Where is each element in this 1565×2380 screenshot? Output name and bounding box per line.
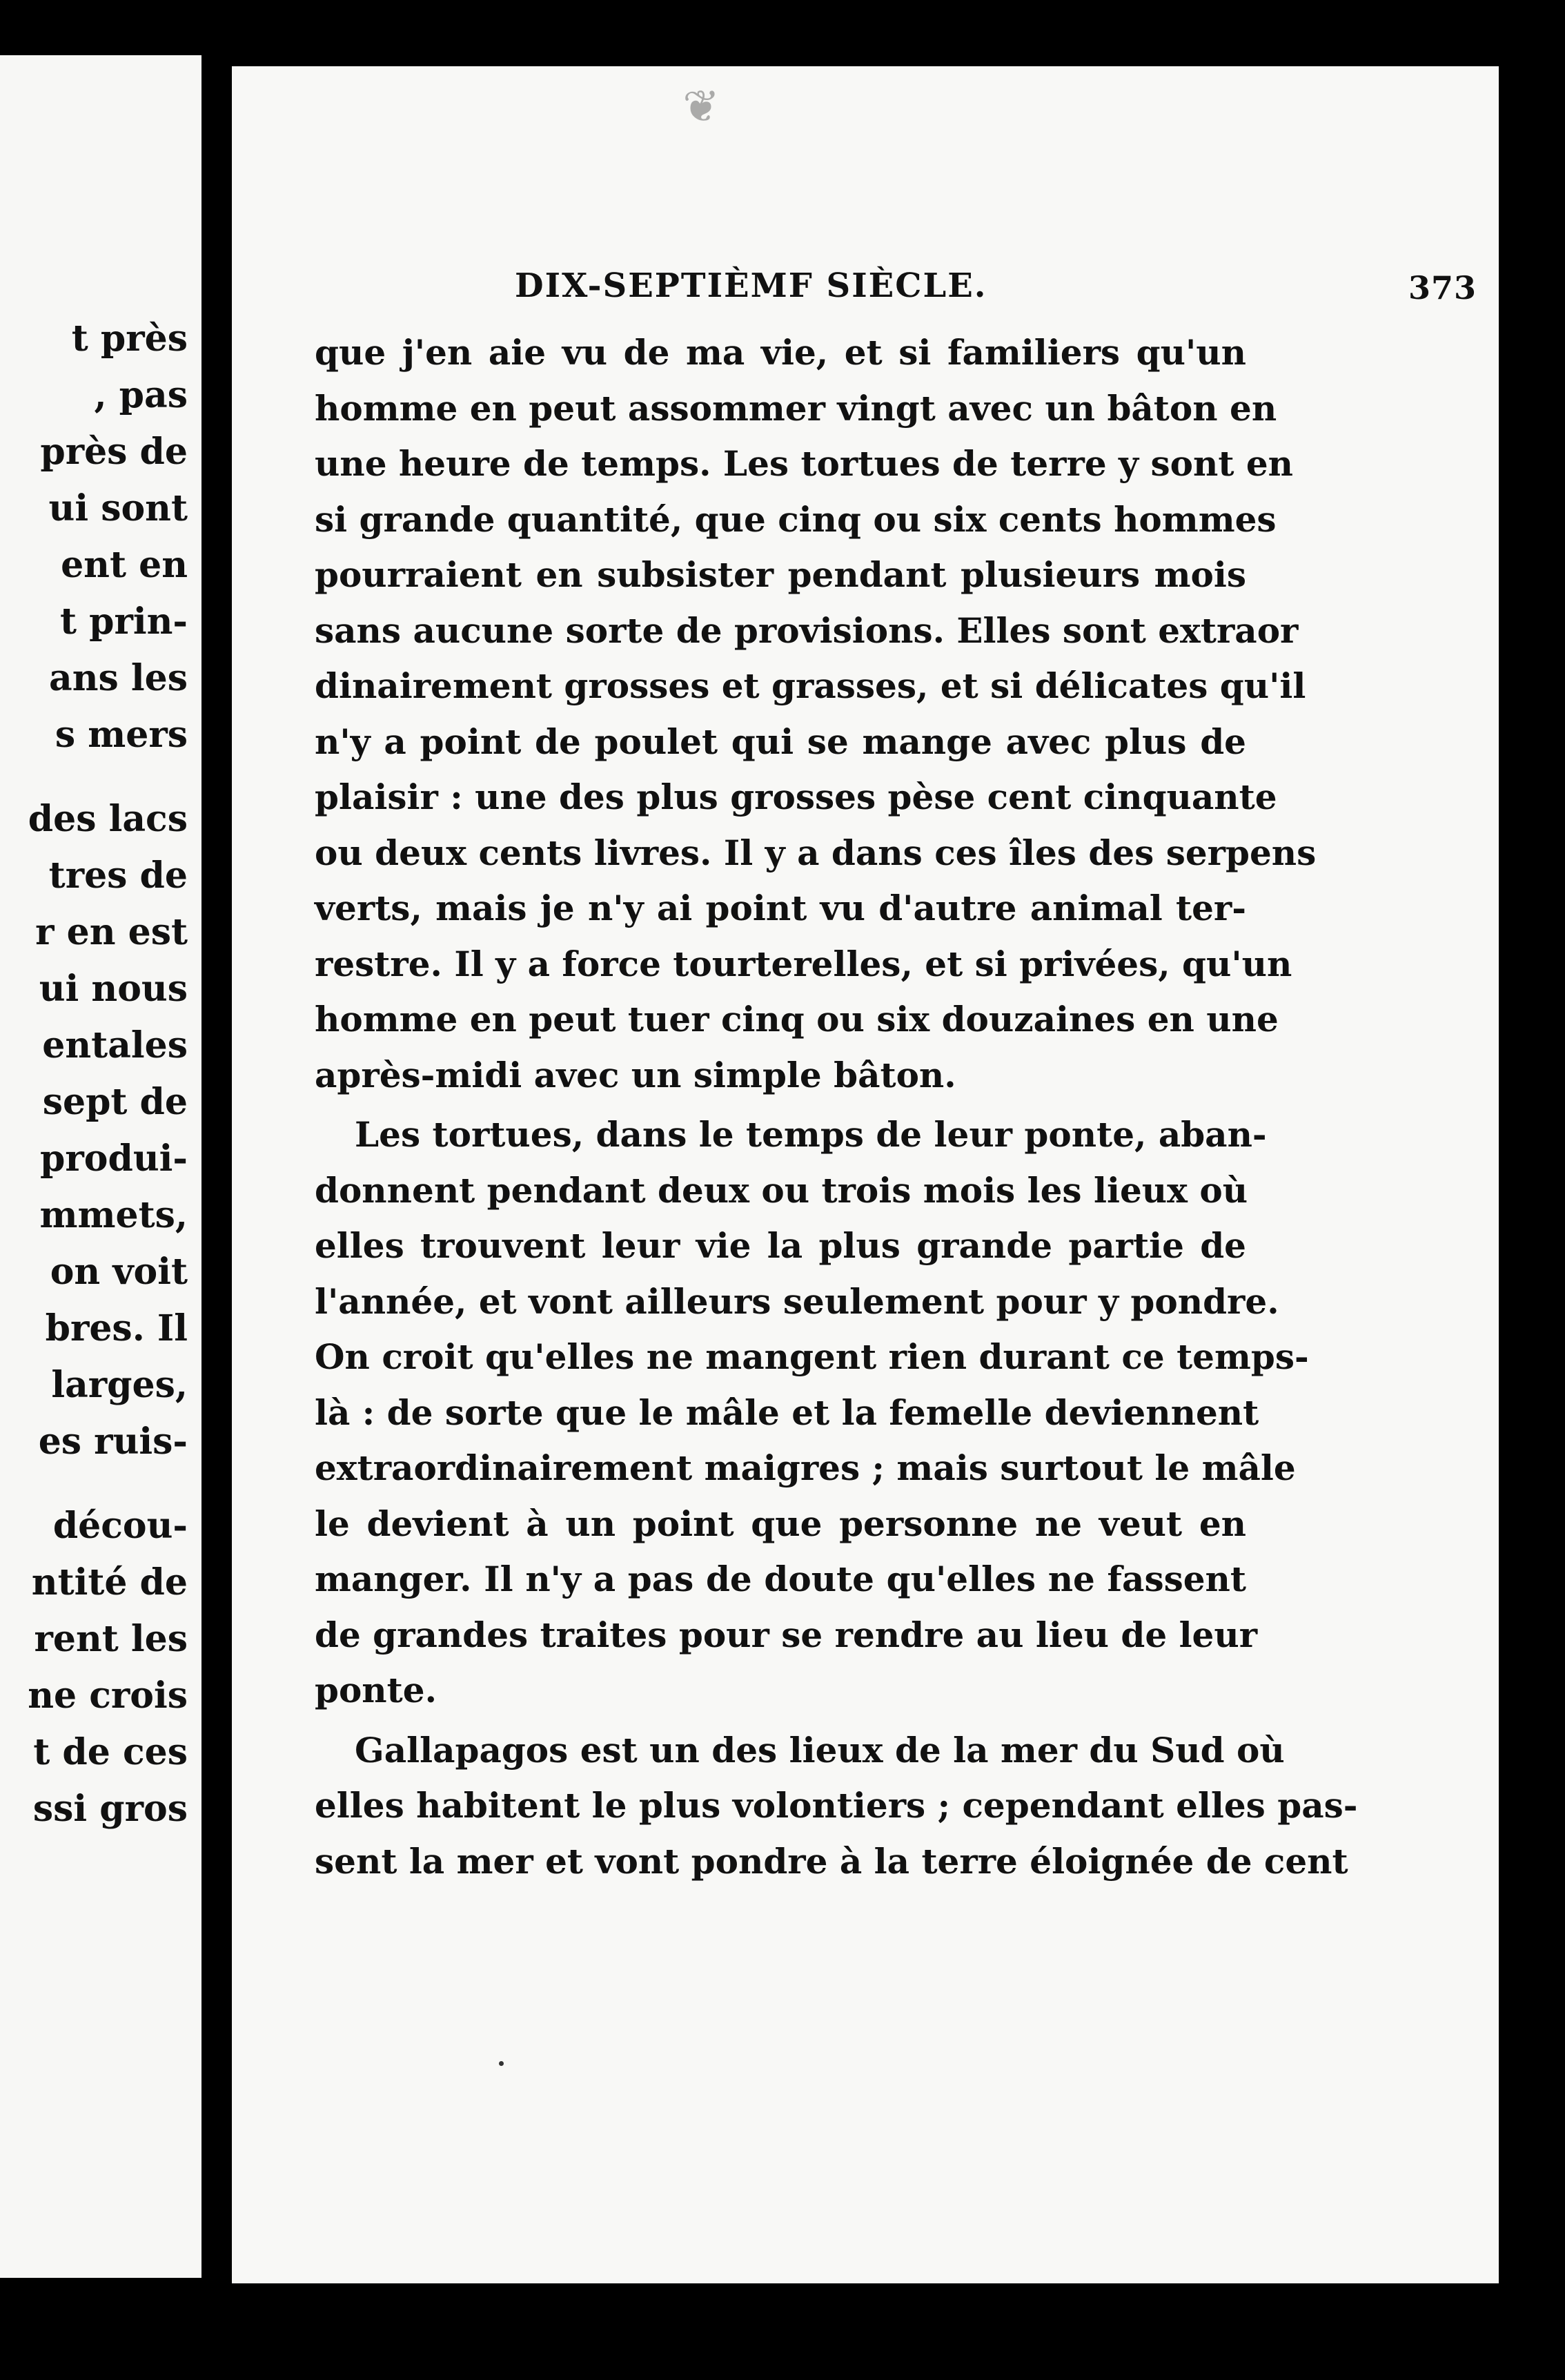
text-line: pourraient en subsister pendant plusieurs mois bbox=[315, 554, 1246, 595]
page-number: 373 bbox=[1408, 269, 1477, 306]
facing-line: rent les bbox=[34, 1618, 188, 1660]
text-line: verts, mais je n'y ai point vu d'autre animal ter- bbox=[315, 888, 1246, 928]
facing-line: entales bbox=[42, 1024, 188, 1066]
text-line: donnent pendant deux ou trois mois les lieux où bbox=[315, 1169, 1248, 1211]
text-line: une heure de temps. Les tortues de terre y sont en bbox=[315, 443, 1294, 484]
facing-line: produi- bbox=[40, 1138, 188, 1180]
facing-line: r en est bbox=[35, 911, 188, 953]
text-line: là : de sorte que le mâle et la femelle deviennent bbox=[315, 1392, 1259, 1433]
facing-line: près de bbox=[40, 431, 188, 473]
text-line: le devient à un point que personne ne veut en bbox=[315, 1503, 1246, 1544]
text-line: sans aucune sorte de provisions. Elles sont extraor bbox=[315, 609, 1299, 651]
facing-line: t près bbox=[71, 318, 188, 360]
text-line: que j'en aie vu de ma vie, et si familiers qu'un bbox=[315, 332, 1246, 373]
facing-line: ui sont bbox=[48, 487, 188, 529]
text-line: après-midi avec un simple bâton. bbox=[315, 1054, 956, 1095]
facing-line: tres de bbox=[48, 855, 188, 897]
facing-line: des lacs bbox=[28, 798, 188, 840]
facing-line: larges, bbox=[51, 1364, 188, 1406]
facing-line: sept de bbox=[42, 1081, 188, 1123]
facing-line: décou- bbox=[52, 1505, 188, 1547]
text-line: homme en peut tuer cinq ou six douzaines en une bbox=[315, 999, 1279, 1040]
text-line: On croit qu'elles ne mangent rien durant ce temps- bbox=[315, 1336, 1309, 1377]
facing-line: on voit bbox=[50, 1251, 188, 1293]
text-line: si grande quantité, que cinq ou six cents hommes bbox=[315, 498, 1277, 540]
facing-line: ans les bbox=[49, 657, 188, 699]
ink-speck bbox=[499, 2061, 504, 2066]
text-line: manger. Il n'y a pas de doute qu'elles ne fassent bbox=[315, 1559, 1246, 1599]
paragraph bbox=[315, 1723, 1358, 1890]
facing-line: ssi gros bbox=[32, 1788, 188, 1830]
facing-line: ent en bbox=[61, 544, 188, 586]
text-line: l'année, et vont ailleurs seulement pour y pondre. bbox=[315, 1280, 1279, 1322]
paragraph bbox=[315, 325, 1317, 1103]
text-line: elles habitent le plus volontiers ; cependant elles pas- bbox=[315, 1785, 1358, 1826]
book-page bbox=[232, 66, 1499, 2283]
text-line: restre. Il y a force tourterelles, et si privées, qu'un bbox=[315, 943, 1292, 984]
facing-line: ui nous bbox=[39, 968, 188, 1010]
facing-line: es ruis- bbox=[38, 1421, 188, 1463]
facing-line: ne crois bbox=[28, 1675, 188, 1717]
text-line: sent la mer et vont pondre à la terre éloignée de cent bbox=[315, 1840, 1348, 1882]
facing-line: t prin- bbox=[59, 601, 188, 643]
text-line: n'y a point de poulet qui se mange avec plus de bbox=[315, 721, 1246, 762]
facing-line: ntité de bbox=[31, 1561, 188, 1603]
text-line: de grandes traites pour se rendre au lieu de leur bbox=[315, 1614, 1258, 1655]
text-line: ponte. bbox=[315, 1670, 437, 1710]
text-line: homme en peut assommer vingt avec un bâton en bbox=[315, 387, 1277, 429]
paragraph bbox=[315, 1107, 1309, 1719]
facing-page-fragment bbox=[0, 55, 201, 2278]
facing-line: t de ces bbox=[33, 1731, 188, 1773]
text-line: Les tortues, dans le temps de leur ponte, aban- bbox=[355, 1114, 1267, 1155]
running-head-title: DIX-SEPTIÈMF SIÈCLE. bbox=[515, 266, 987, 305]
facing-line: mmets, bbox=[39, 1194, 188, 1236]
facing-line: s mers bbox=[55, 714, 188, 756]
text-line: Gallapagos est un des lieux de la mer du Sud où bbox=[355, 1729, 1285, 1771]
running-head bbox=[515, 266, 1481, 315]
text-line: extraordinairement maigres ; mais surtout le mâle bbox=[315, 1447, 1296, 1488]
text-line: plaisir : une des plus grosses pèse cent cinquante bbox=[315, 777, 1277, 817]
text-line: dinairement grosses et grasses, et si délicates qu'il bbox=[315, 665, 1306, 706]
facing-line: , pas bbox=[94, 374, 188, 416]
ink-smudge-ornament: ❦ bbox=[682, 81, 720, 133]
text-line: elles trouvent leur vie la plus grande partie de bbox=[315, 1225, 1246, 1266]
facing-line: bres. Il bbox=[45, 1307, 188, 1349]
text-line: ou deux cents livres. Il y a dans ces îles des serpens bbox=[315, 832, 1317, 873]
body-text bbox=[315, 325, 1358, 1893]
facing-page-text bbox=[0, 311, 188, 1837]
